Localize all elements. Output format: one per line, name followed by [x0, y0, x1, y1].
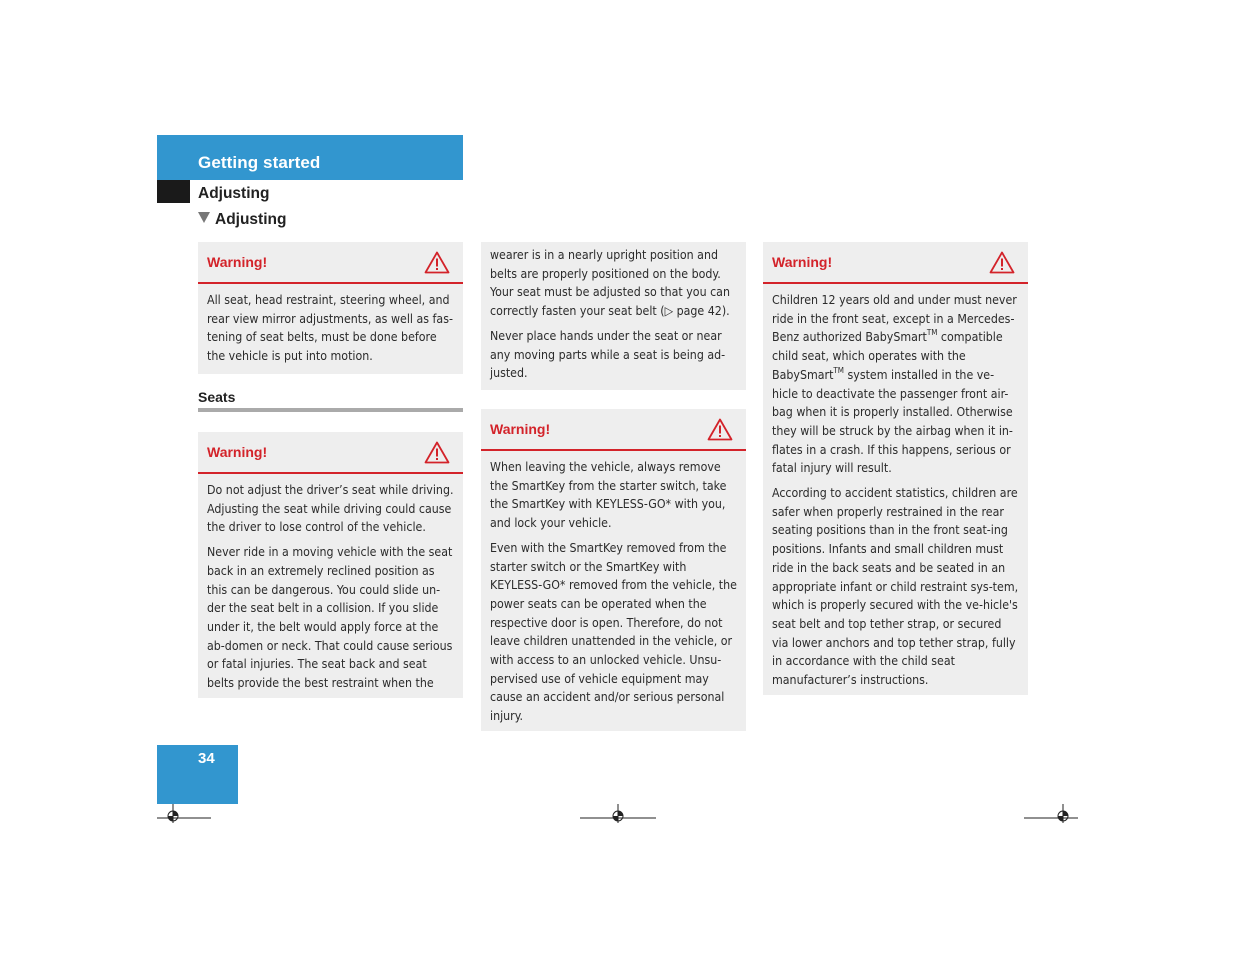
warning-header — [198, 242, 463, 284]
continuation-paragraph: wearer is in a nearly upright position and belts are properly positioned on the body. Your seat must be adjusted so that you can correctly fasten your seat belt (▷ page 42). — [490, 248, 730, 319]
subsection-heading-label: Adjusting — [215, 211, 287, 228]
text-segment: Children 12 years old and under must never ride in the front seat, except in a Mercedes-Benz authorized BabySmart — [772, 293, 1017, 345]
warning-box-children — [763, 242, 1028, 695]
warning-box-smartkey — [481, 409, 746, 731]
warning-continuation-box — [481, 242, 746, 390]
text-segment: compatible child seat, which operates with the BabySmart — [772, 330, 1003, 382]
warning-header — [763, 242, 1028, 284]
warning-paragraph: According to accident statistics, children are safer when properly restrained in the rear seating positions than in the front seat-ing positions. Infants and small children must ride in the back seats and be seated in an appropriate infant or child restraint sys-tem, which is properly secured with the ve-hicle's seat belt and top tether strap, or secured via lower anchors and top tether strap, fully in accordance with the child seat manufacturer’s instructions. — [772, 486, 1019, 688]
trademark-superscript: TM — [833, 365, 845, 375]
page-number: 34 — [198, 750, 215, 767]
page-subtitle: Adjusting — [198, 185, 270, 202]
warning-box-driver-seat — [198, 432, 463, 698]
registration-mark-icon — [1024, 803, 1078, 823]
heading-divider — [198, 408, 463, 412]
warning-body — [481, 451, 746, 734]
warning-label: Warning! — [207, 254, 268, 270]
subsection-heading — [198, 211, 286, 229]
warning-triangle-icon — [424, 441, 450, 464]
continuation-paragraph: Never place hands under the seat or near any moving parts while a seat is being ad-justed. — [490, 328, 726, 381]
warning-text: All seat, head restraint, steering wheel, and rear view mirror adjustments, as well as fas-tening of seat belts, must be done before the vehicle is put into motion. — [207, 293, 453, 364]
seats-heading: Seats — [198, 389, 236, 405]
warning-box-seat-adjustment — [198, 242, 463, 374]
text-segment: system installed in the ve-hicle to deactivate the passenger front air-bag when it is properly installed. Otherwise they will be struck by the airbag when it in-flates in a crash. If this happens, serious or fatal injury will result. — [772, 367, 1013, 476]
warning-triangle-icon — [989, 251, 1015, 274]
registration-mark-icon — [580, 803, 656, 823]
registration-mark-icon — [157, 803, 211, 823]
warning-body — [198, 284, 463, 374]
section-title: Getting started — [198, 153, 321, 172]
warning-paragraph: When leaving the vehicle, always remove the SmartKey from the starter switch, take the SmartKey with KEYLESS-GO* with you, and lock your vehicle. — [490, 460, 727, 531]
trademark-superscript: TM — [926, 328, 938, 338]
warning-paragraph: Even with the SmartKey removed from the starter switch or the SmartKey with KEYLESS-GO* removed from the vehicle, the power seats can be operated when the respective door is open. Therefore, do not leave children unattended in the vehicle, or with access to an unlocked vehicle. Unsu-pervised use of vehicle equipment may cause an accident and/or serious personal injury. — [490, 540, 737, 724]
warning-label: Warning! — [207, 444, 268, 460]
warning-paragraph — [772, 291, 1020, 478]
warning-header — [198, 432, 463, 474]
warning-body — [763, 284, 1028, 698]
continuation-body — [481, 242, 746, 391]
warning-label: Warning! — [490, 421, 551, 437]
warning-triangle-icon — [424, 251, 450, 274]
warning-body — [198, 474, 463, 701]
warning-label: Warning! — [772, 254, 833, 270]
warning-triangle-icon — [707, 418, 733, 441]
warning-paragraph: Never ride in a moving vehicle with the seat back in an extremely reclined position as this can be dangerous. You could slide un-der the seat belt in a collision. If you slide under it, the belt would apply force at the ab-domen or neck. That could cause serious or fatal injuries. The seat back and seat belts provide the best restraint when the — [207, 545, 453, 691]
triangle-down-icon — [198, 212, 210, 223]
chapter-tab-marker — [157, 180, 190, 203]
warning-paragraph: Do not adjust the driver’s seat while driving. Adjusting the seat while driving could cause the driver to lose control of the vehicle. — [207, 483, 454, 535]
warning-header — [481, 409, 746, 451]
